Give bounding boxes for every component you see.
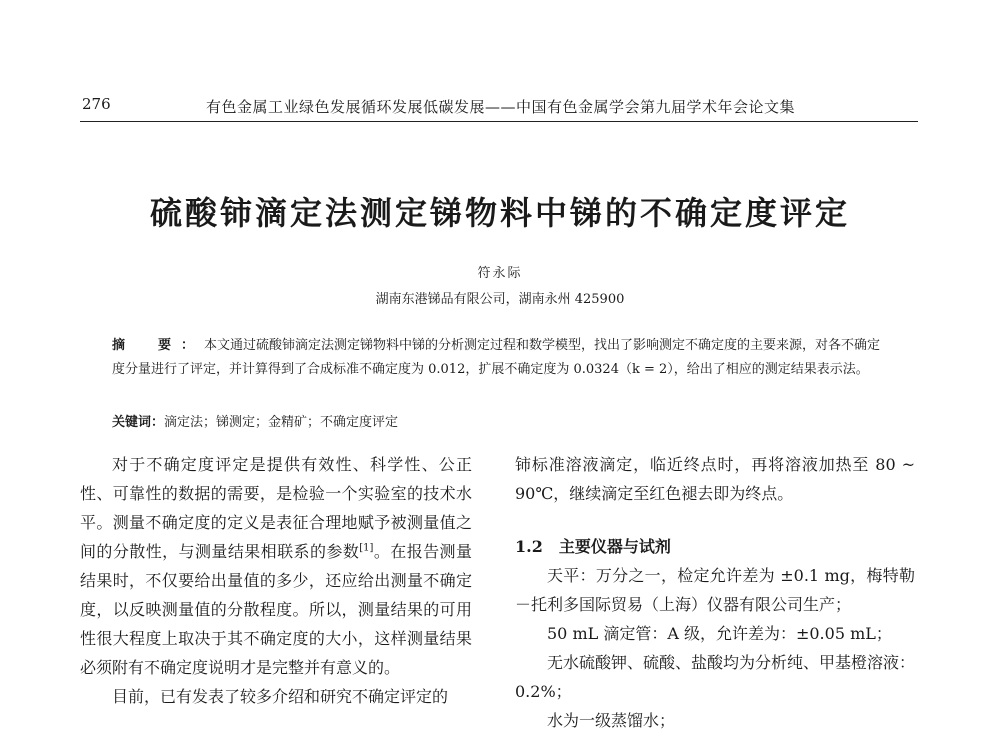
left-column — [80, 450, 472, 711]
list-item: 天平：万分之一，检定允许差为 ±0.1 mg，梅特勒－托利多国际贸易（上海）仪器有限公司生产； — [515, 566, 915, 614]
body-paragraph — [80, 450, 472, 682]
keywords-label: 关键词： — [112, 415, 165, 430]
citation-reference: [1] — [359, 542, 374, 554]
paragraph-text: 。在报告测量结果时，不仅要给出量值的多少，还应给出测量不确定度，以反映测量值的分散程度。所以，测量结果的可用性很大程度上取决于其不确定度的大小，这样测量结果必须附有不确定度说明才是完整并有意义的。 — [80, 542, 472, 677]
affiliation: 湖南东港锑品有限公司，湖南永州 425900 — [375, 292, 625, 307]
abstract-text: 本文通过硫酸铈滴定法测定锑物料中锑的分析测定过程和数学模型，找出了影响测定不确定度的主要来源，对各不确定度分量进行了评定，并计算得到了合成标准不确定度为 0.012，扩展不确定度为 0.0324（k = 2），给出了相应的测定结果表示法。 — [112, 338, 881, 377]
abstract — [112, 334, 892, 382]
section-heading: 1.2 主要仪器与试剂 — [515, 537, 671, 556]
list-item: 无水硫酸钾、硫酸、盐酸均为分析纯、甲基橙溶液：0.2%； — [515, 653, 916, 701]
header-rule — [80, 121, 918, 122]
right-column — [515, 450, 915, 735]
body-paragraph: 目前，已有发表了较多介绍和研究不确定评定的 — [112, 687, 449, 706]
keywords — [112, 411, 892, 430]
paper-title: 硫酸铈滴定法测定锑物料中锑的不确定度评定 — [149, 194, 850, 232]
abstract-label: 摘 要： — [112, 338, 205, 353]
list-item: 50 mL 滴定管：A 级，允许差为：±0.05 mL； — [547, 624, 892, 643]
page-number: 276 — [82, 95, 111, 113]
body-paragraph: 铈标准溶液滴定，临近终点时，再将溶液加热至 80 ~ 90℃，继续滴定至红色褪去即为终点。 — [515, 455, 915, 503]
running-header: 有色金属工业绿色发展循环发展低碳发展——中国有色金属学会第九届学术年会论文集 — [206, 98, 796, 116]
paragraph-text: 对于不确定度评定是提供有效性、科学性、公正性、可靠性的数据的需要，是检验一个实验室的技术水平。测量不确定度的定义是表征合理地赋予被测量值之间的分散性，与测量结果相联系的参数 — [80, 455, 472, 561]
author: 符永际 — [477, 266, 523, 281]
list-item: 水为一级蒸馏水； — [547, 711, 676, 730]
keywords-text: 滴定法；锑测定；金精矿；不确定度评定 — [164, 415, 399, 430]
